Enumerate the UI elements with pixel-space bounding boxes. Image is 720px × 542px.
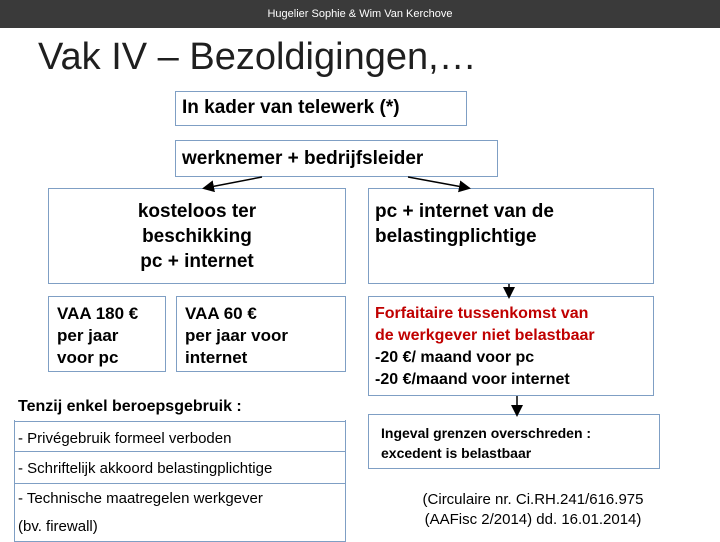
vaa60-box [176, 296, 346, 372]
kosteloos-line-3: pc + internet [140, 251, 254, 272]
authors-text: Hugelier Sophie & Wim Van Kerchove [267, 8, 453, 20]
exception-item-1: - Privégebruik formeel verboden [14, 422, 346, 452]
vaa180-line-1: VAA 180 € [57, 304, 139, 323]
circular-line-2: (AAFisc 2/2014) dd. 16.01.2014) [424, 511, 642, 528]
vaa180-line-3: voor pc [57, 348, 119, 367]
vaa180-line-2: per jaar [57, 326, 119, 345]
pc-internet-line-1: pc + internet van de [375, 201, 554, 222]
exceptions-heading: Tenzij enkel beroepsgebruik : [14, 386, 346, 422]
forfait-line-3: -20 €/ maand voor pc [375, 349, 535, 366]
telewerk-box [175, 91, 467, 126]
vaa60-line-3: internet [185, 348, 248, 367]
arrow-to-kosteloos [205, 177, 262, 188]
telewerk-text: In kader van telewerk (*) [182, 97, 400, 118]
ingeval-line-1: Ingeval grenzen overschreden : [381, 425, 592, 441]
slide-title: Vak IV – Bezoldigingen,… [38, 36, 477, 78]
list-right-rule [345, 420, 346, 542]
forfait-box [368, 296, 654, 396]
vaa60-line-2: per jaar voor [185, 326, 288, 345]
pc-internet-box [368, 188, 654, 284]
forfait-line-4: -20 €/maand voor internet [375, 371, 570, 388]
exception-item-2: - Schriftelijk akkoord belastingplichtige [14, 452, 346, 484]
list-left-rule [14, 420, 15, 542]
arrow-to-pc-internet [408, 177, 468, 188]
vaa180-box [48, 296, 166, 372]
werknemer-box [175, 140, 498, 177]
pc-internet-line-2: belastingplichtige [375, 226, 537, 247]
kosteloos-box [48, 188, 346, 284]
vaa60-line-1: VAA 60 € [185, 304, 257, 323]
kosteloos-line-2: beschikking [142, 226, 252, 247]
circular-reference [388, 490, 678, 530]
ingeval-line-2: excedent is belastbaar [381, 445, 532, 461]
exception-item-4: (bv. firewall) [14, 512, 346, 542]
forfait-line-2: de werkgever niet belastbaar [375, 327, 595, 344]
exceptions-list [14, 386, 346, 542]
werknemer-text: werknemer + bedrijfsleider [182, 148, 424, 169]
circular-line-1: (Circulaire nr. Ci.RH.241/616.975 [422, 491, 644, 508]
ingeval-box [368, 414, 660, 469]
header-bar [0, 0, 720, 28]
kosteloos-line-1: kosteloos ter [137, 201, 257, 222]
exception-item-3: - Technische maatregelen werkgever [18, 490, 263, 507]
forfait-line-1: Forfaitaire tussenkomst van [375, 305, 589, 322]
